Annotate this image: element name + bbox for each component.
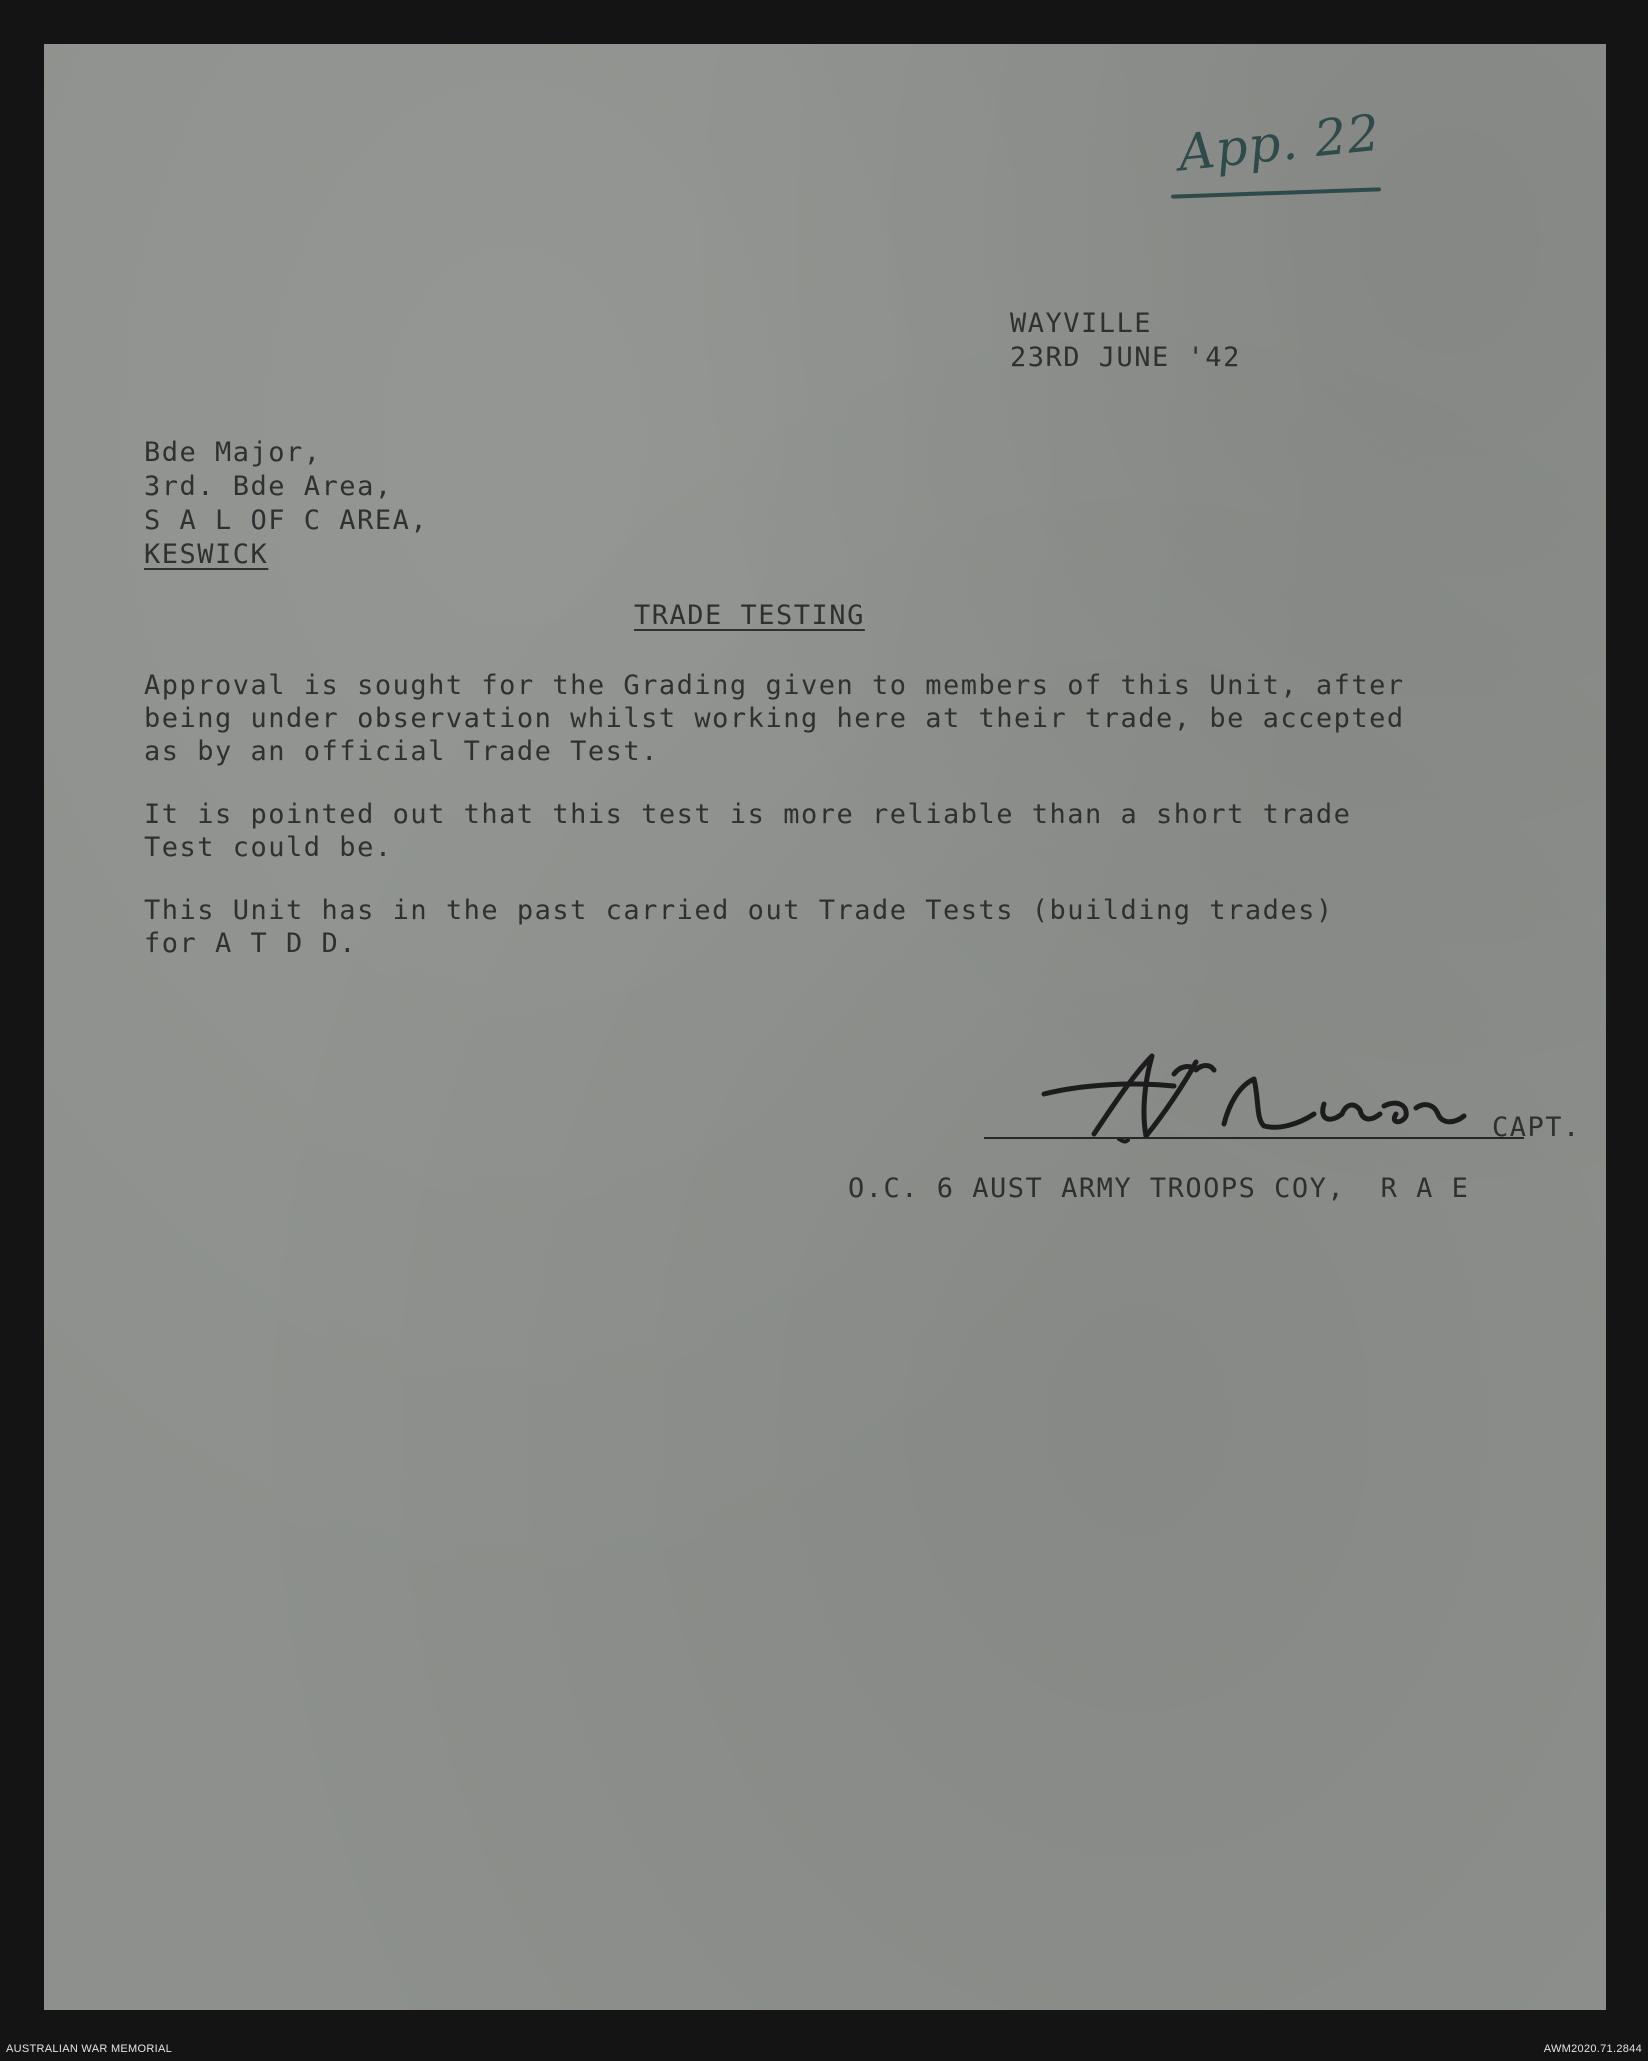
signature-line — [984, 1137, 1524, 1139]
paragraph-1-line-3: as by an official Trade Test. — [144, 736, 659, 767]
paragraph-1-line-1: Approval is sought for the Grading given to members of this Unit, after — [144, 670, 1405, 701]
paragraph-2-line-1: It is pointed out that this test is more reliable than a short trade — [144, 799, 1352, 830]
paragraph-3-line-1: This Unit has in the past carried out Trade Tests (building trades) — [144, 895, 1334, 926]
addressee-line-3: S A L OF C AREA, — [144, 505, 429, 536]
addressee-line-2: 3rd. Bde Area, — [144, 471, 393, 502]
footer-credit: AUSTRALIAN WAR MEMORIAL — [6, 2043, 173, 2055]
addressee-line-4: KESWICK — [144, 539, 269, 570]
annotation-underline — [1171, 187, 1381, 198]
addressee-line-1: Bde Major, — [144, 437, 322, 468]
date-line: 23RD JUNE '42 — [1010, 342, 1241, 373]
place-line: WAYVILLE — [1010, 308, 1153, 339]
paragraph-3-line-2: for A T D D. — [144, 928, 358, 959]
signature-position: O.C. 6 AUST ARMY TROOPS COY, R A E — [848, 1173, 1470, 1204]
footer-accession-number: AWM2020.71.2844 — [1543, 2043, 1642, 2055]
subject-heading: TRADE TESTING — [634, 600, 865, 631]
document-page — [44, 44, 1606, 2010]
paragraph-2-line-2: Test could be. — [144, 832, 393, 863]
signature-rank: CAPT. — [1492, 1112, 1581, 1143]
paragraph-1-line-2: being under observation whilst working here at their trade, be accepted — [144, 703, 1405, 734]
handwritten-annotation: App. 22 — [1175, 103, 1384, 183]
